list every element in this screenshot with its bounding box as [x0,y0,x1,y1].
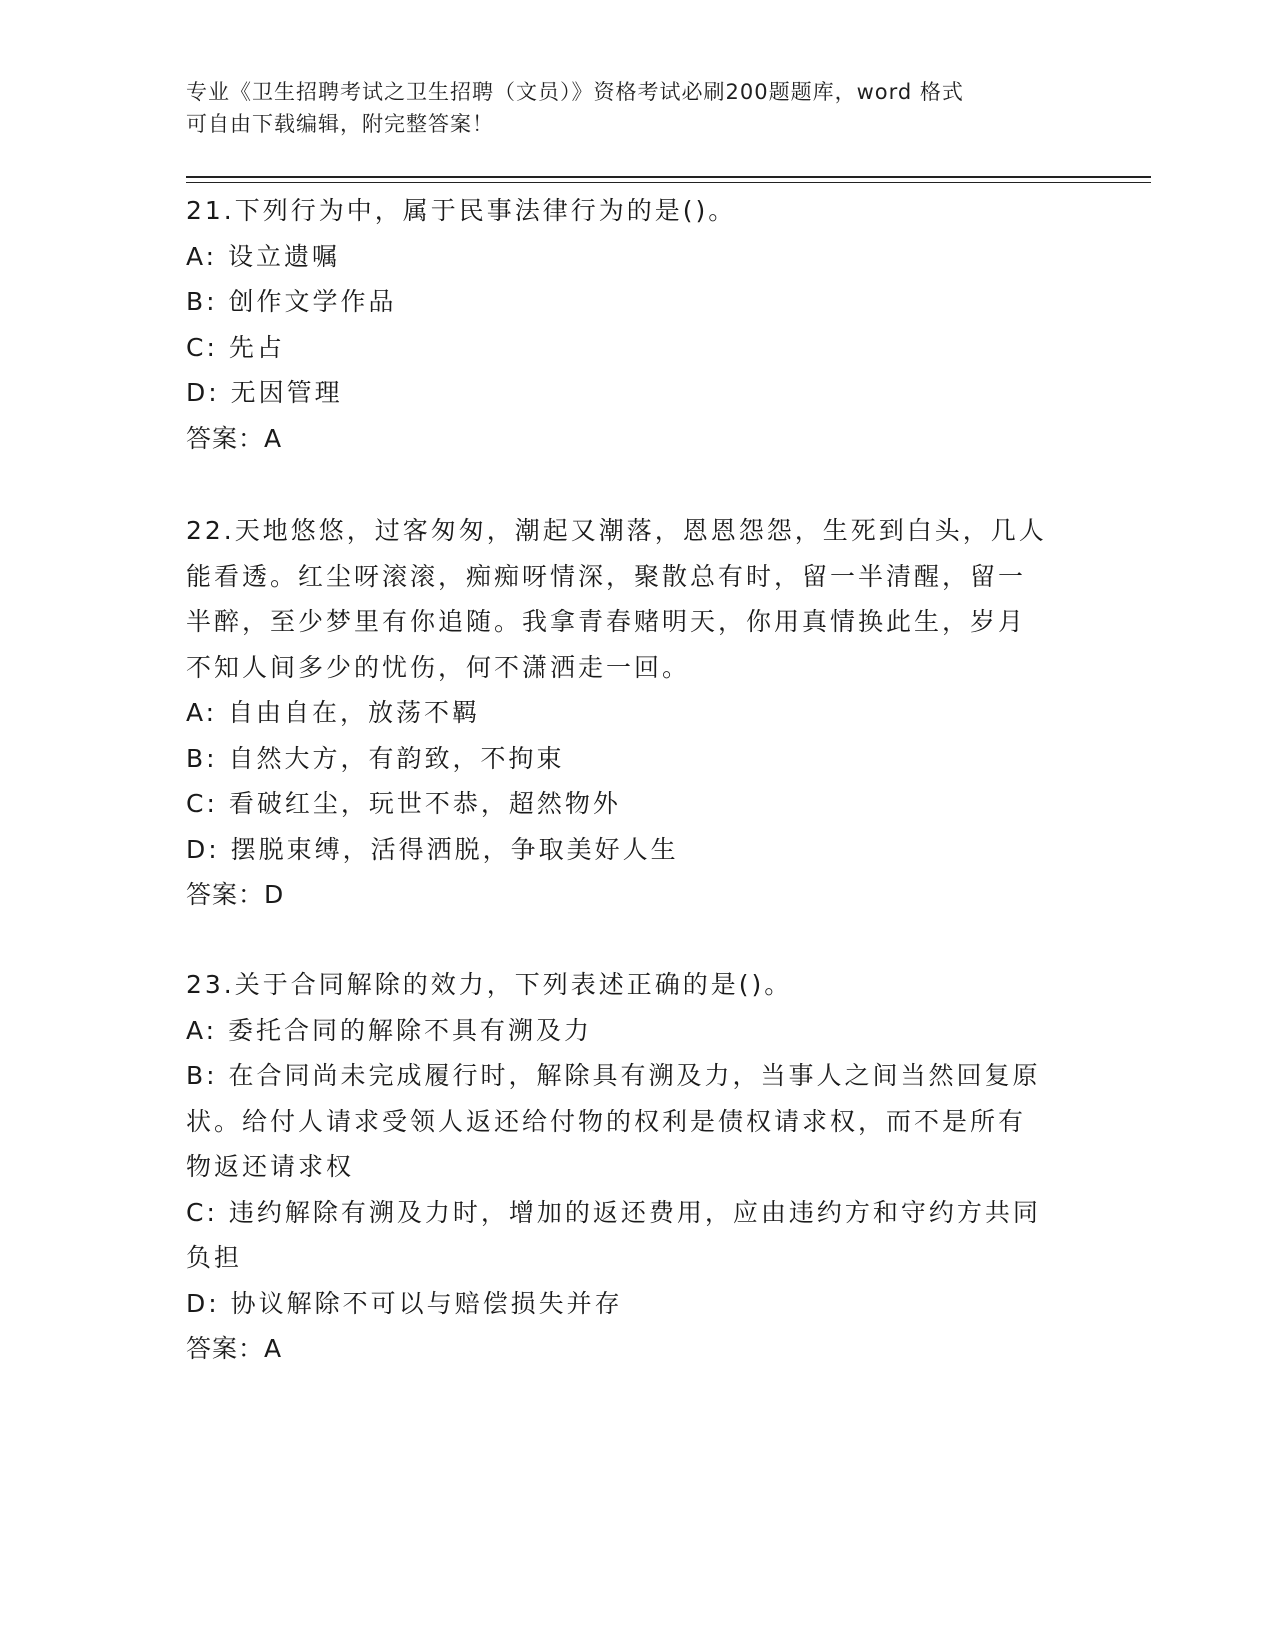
option-b-continued: 状。给付人请求受领人返还给付物的权利是债权请求权，而不是所有 [186,1106,1027,1136]
header-divider-thick [186,176,1151,178]
question-stem-line: 能看透。红尘呀滚滚，痴痴呀情深，聚散总有时，留一半清醒，留一 [186,561,1027,591]
option-d: D: 协议解除不可以与赔偿损失并存 [186,1288,623,1318]
answer-label: 答案： [186,880,265,909]
question-stem-line: 22.天地悠悠，过客匆匆，潮起又潮落，恩恩怨怨，生死到白头，几人 [186,516,1047,545]
answer-label: 答案： [186,423,265,453]
question-stem-line: 23.关于合同解除的效力，下列表述正确的是()。 [186,970,793,999]
option-c: C: 看破红尘，玩世不恭，超然物外 [186,789,621,818]
header-divider-thin [186,182,1151,183]
answer-label: 答案： [186,1334,265,1363]
option-b: B: 创作文学作品 [186,287,397,316]
question-21 [186,188,1066,461]
option-d: D: 无因管理 [186,378,343,407]
option-a: A: 设立遗嘱 [186,241,341,271]
question-23 [186,962,1066,1372]
answer-line [186,872,1066,918]
answer-line [186,416,1066,462]
option-c: C: 先占 [186,332,285,362]
header-line-1: 专业《卫生招聘考试之卫生招聘（文员）》资格考试必刷200题题库，word 格式 [186,80,964,104]
option-d: D: 摆脱束缚，活得洒脱，争取美好人生 [186,834,679,864]
document-header [186,76,1086,140]
option-b: B: 在合同尚未完成履行时，解除具有溯及力，当事人之间当然回复原 [186,1061,1041,1090]
option-b-continued: 物返还请求权 [186,1152,355,1181]
answer-value: A [264,423,283,453]
question-22 [186,508,1066,918]
option-c-continued: 负担 [186,1243,243,1272]
answer-value: A [264,1334,283,1363]
option-b: B: 自然大方，有韵致，不拘束 [186,743,565,773]
question-stem-line: 21.下列行为中，属于民事法律行为的是()。 [186,196,737,225]
question-stem-line: 不知人间多少的忧伤，何不潇洒走一回。 [186,652,691,682]
answer-value: D [264,880,285,909]
header-line-2: 可自由下载编辑，附完整答案！ [186,112,494,136]
answer-line [186,1326,1066,1372]
option-a: A: 委托合同的解除不具有溯及力 [186,1015,593,1045]
option-a: A: 自由自在，放荡不羁 [186,698,481,727]
question-stem-line: 半醉，至少梦里有你追随。我拿青春赌明天，你用真情换此生，岁月 [186,607,1027,636]
option-c: C: 违约解除有溯及力时，增加的返还费用，应由违约方和守约方共同 [186,1197,1041,1227]
